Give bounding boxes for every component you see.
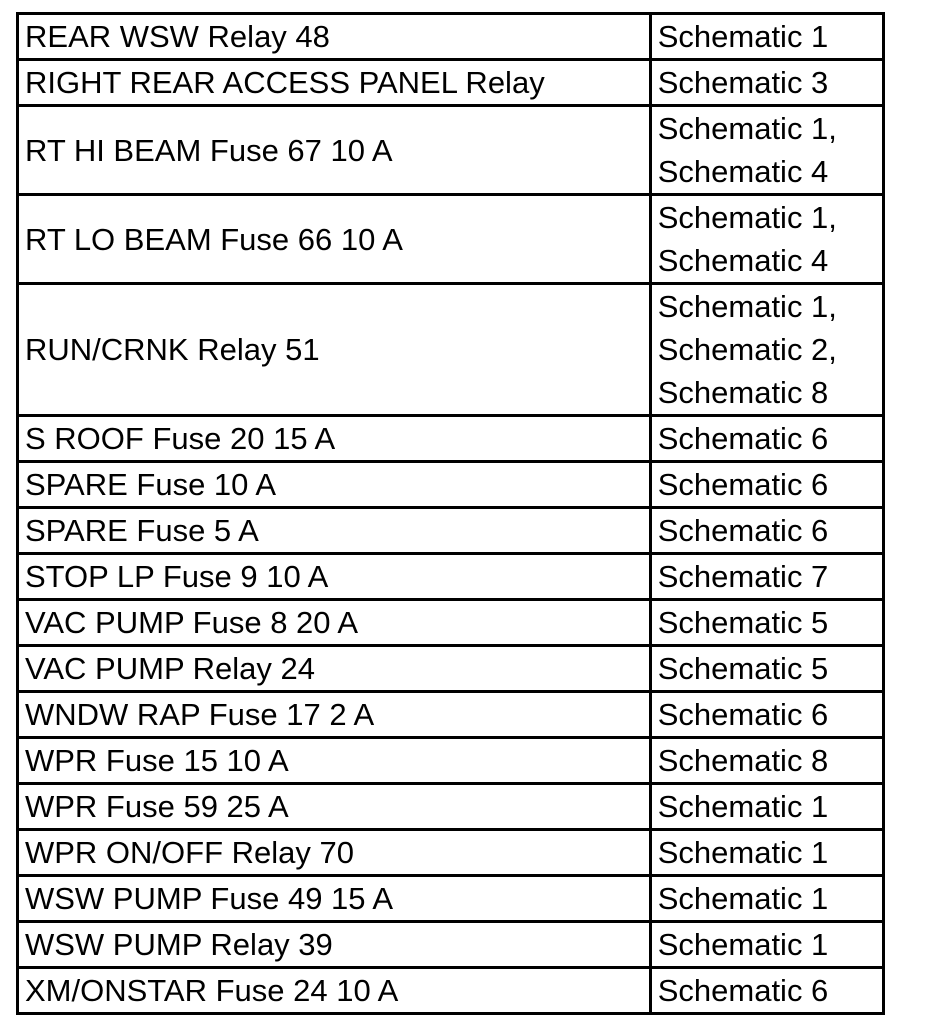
component-cell: WSW PUMP Relay 39	[18, 922, 651, 968]
location-cell	[650, 60, 883, 106]
location-cell	[650, 600, 883, 646]
component-cell: SPARE Fuse 5 A	[18, 508, 651, 554]
component-cell: REAR WSW Relay 48	[18, 14, 651, 60]
location-cell	[650, 462, 883, 508]
table-row	[18, 14, 884, 60]
table-row	[18, 600, 884, 646]
component-cell: WSW PUMP Fuse 49 15 A	[18, 876, 651, 922]
component-cell: RIGHT REAR ACCESS PANEL Relay	[18, 60, 651, 106]
table-row	[18, 284, 884, 416]
component-cell: RUN/CRNK Relay 51	[18, 284, 651, 416]
location-cell	[650, 416, 883, 462]
component-cell: SPARE Fuse 10 A	[18, 462, 651, 508]
location-line: Schematic 1	[657, 881, 829, 916]
table-row	[18, 195, 884, 284]
location-line: Schematic 1,	[657, 200, 837, 235]
location-cell	[650, 830, 883, 876]
table-row	[18, 830, 884, 876]
table-row	[18, 876, 884, 922]
table-row	[18, 106, 884, 195]
location-cell	[650, 195, 883, 284]
component-cell: RT HI BEAM Fuse 67 10 A	[18, 106, 651, 195]
component-cell: RT LO BEAM Fuse 66 10 A	[18, 195, 651, 284]
location-line: Schematic 1,	[657, 111, 837, 146]
component-location-table	[16, 12, 885, 1015]
table-row	[18, 462, 884, 508]
component-cell: S ROOF Fuse 20 15 A	[18, 416, 651, 462]
location-cell	[650, 738, 883, 784]
location-line: Schematic 1	[657, 789, 829, 824]
table-row	[18, 646, 884, 692]
location-cell	[650, 968, 883, 1014]
table-row	[18, 922, 884, 968]
location-line: Schematic 8	[657, 743, 829, 778]
location-line: Schematic 6	[657, 467, 829, 502]
location-line: Schematic 6	[657, 697, 829, 732]
location-line: Schematic 3	[657, 65, 829, 100]
location-line: Schematic 1	[657, 19, 829, 54]
location-line: Schematic 8	[657, 375, 829, 410]
table-row	[18, 692, 884, 738]
component-cell: WNDW RAP Fuse 17 2 A	[18, 692, 651, 738]
table-row	[18, 416, 884, 462]
component-cell: XM/ONSTAR Fuse 24 10 A	[18, 968, 651, 1014]
component-cell: WPR ON/OFF Relay 70	[18, 830, 651, 876]
location-line: Schematic 1,	[657, 289, 837, 324]
location-line: Schematic 2,	[657, 332, 837, 367]
component-cell: WPR Fuse 59 25 A	[18, 784, 651, 830]
component-cell: WPR Fuse 15 10 A	[18, 738, 651, 784]
location-line: Schematic 5	[657, 605, 829, 640]
location-line: Schematic 4	[657, 243, 829, 278]
location-line: Schematic 7	[657, 559, 829, 594]
location-cell	[650, 784, 883, 830]
table-body	[18, 14, 884, 1014]
location-line: Schematic 1	[657, 927, 829, 962]
location-cell	[650, 554, 883, 600]
component-cell: STOP LP Fuse 9 10 A	[18, 554, 651, 600]
component-cell: VAC PUMP Relay 24	[18, 646, 651, 692]
table-row	[18, 738, 884, 784]
location-line: Schematic 4	[657, 154, 829, 189]
location-cell	[650, 922, 883, 968]
location-line: Schematic 6	[657, 973, 829, 1008]
component-cell: VAC PUMP Fuse 8 20 A	[18, 600, 651, 646]
table-row	[18, 508, 884, 554]
location-cell	[650, 876, 883, 922]
location-line: Schematic 6	[657, 421, 829, 456]
location-cell	[650, 692, 883, 738]
location-line: Schematic 5	[657, 651, 829, 686]
location-cell	[650, 508, 883, 554]
table-row	[18, 784, 884, 830]
location-cell	[650, 106, 883, 195]
location-line: Schematic 1	[657, 835, 829, 870]
table-row	[18, 60, 884, 106]
location-cell	[650, 284, 883, 416]
table-row	[18, 554, 884, 600]
location-line: Schematic 6	[657, 513, 829, 548]
location-cell	[650, 646, 883, 692]
table-row	[18, 968, 884, 1014]
location-cell	[650, 14, 883, 60]
